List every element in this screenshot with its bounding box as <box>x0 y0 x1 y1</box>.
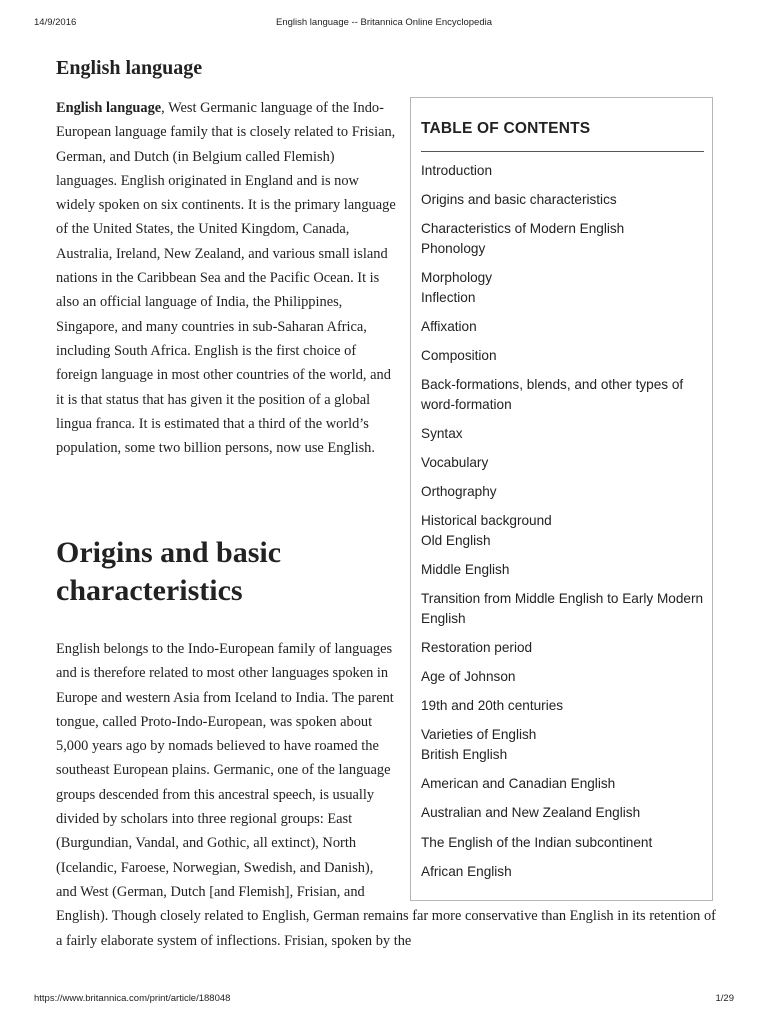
toc-item <box>421 560 706 580</box>
toc-link[interactable]: Middle English <box>421 562 510 578</box>
toc-link[interactable]: Restoration period <box>421 640 533 656</box>
toc-link[interactable]: Back-formations, blends, and other types of word-formation <box>421 377 684 412</box>
toc-item <box>421 453 706 473</box>
toc-link[interactable]: Old English <box>421 533 491 549</box>
toc-link[interactable]: Syntax <box>421 426 463 442</box>
toc-item <box>421 511 706 551</box>
toc-item <box>421 725 706 765</box>
toc-item <box>421 589 706 629</box>
toc-list <box>421 161 706 891</box>
page-number: 1/29 <box>715 993 734 1004</box>
toc-item <box>421 482 706 502</box>
toc-link[interactable]: The English of the Indian subcontinent <box>421 834 653 850</box>
toc-divider <box>421 151 704 152</box>
section-heading: Origins and basic characteristics <box>56 536 282 607</box>
toc-link[interactable]: Transition from Middle English to Early Modern English <box>421 591 704 627</box>
toc-link[interactable]: Australian and New Zealand English <box>421 805 641 821</box>
toc-link[interactable]: Inflection <box>421 289 476 305</box>
toc-item <box>421 803 706 823</box>
toc-item <box>421 375 706 415</box>
toc-item <box>421 190 706 210</box>
toc-heading: TABLE OF CONTENTS <box>421 120 591 137</box>
toc-item <box>421 638 706 658</box>
toc-item <box>421 862 706 882</box>
toc-item <box>421 161 706 181</box>
print-url: https://www.britannica.com/print/article/188048 <box>34 993 231 1004</box>
print-page-title: English language -- Britannica Online Encyclopedia <box>276 17 492 28</box>
toc-item <box>421 696 706 716</box>
toc-item <box>421 774 706 794</box>
intro-paragraph <box>56 96 396 460</box>
toc-link[interactable]: Morphology <box>421 270 493 286</box>
print-date: 14/9/2016 <box>34 17 77 28</box>
intro-text: , West Germanic language of the Indo-European language family that is closely related to Frisian, German, and Dutch (in Belgium called Flemish) languages. English originated in England and is now widely spoken on six continents. It is the primary language of the United States, the United Kingdom, Canada, Australia, Ireland, New Zealand, and various small island nations in the Caribbean Sea and the Pacific Ocean. It is also an official language of India, the Philippines, Singapore, and many countries in sub-Saharan Africa, including South Africa. English is the first choice of foreign language in most other countries of the world, and it is that status that has given it the position of a global lingua franca. It is estimated that a third of the world’s population, some two billion persons, now use English. <box>56 100 396 457</box>
table-of-contents <box>410 97 713 901</box>
intro-term: English language <box>56 100 162 116</box>
toc-link[interactable]: Orthography <box>421 484 497 500</box>
toc-link[interactable]: British English <box>421 747 508 763</box>
section-text: English belongs to the Indo-European family of languages and is therefore related to most other languages spoken in Europe and western Asia from Iceland to India. The parent tongue, called Proto-Indo-European, was spoken about 5,000 years ago by nomads believed to have roamed the southeast European plains. Germanic, one of the language groups descended from this ancestral speech, is usually divided by scholars into three regional groups: East (Burgundian, Vandal, and Gothic, all extinct), North (Icelandic, Faroese, Norwegian, Swedish, and Danish), and West (German, Dutch [and Flemish], Frisian, and English). Though closely related to English, German remains far more conservative than English in its retention of a fairly elaborate system of inflections. Frisian, spoken by the <box>56 641 716 949</box>
toc-link[interactable]: American and Canadian English <box>421 776 616 792</box>
toc-item <box>421 833 706 853</box>
toc-item <box>421 317 706 337</box>
print-header <box>34 17 734 31</box>
toc-link[interactable]: Age of Johnson <box>421 669 516 685</box>
print-footer <box>34 993 734 1007</box>
toc-item <box>421 424 706 444</box>
toc-link[interactable]: Introduction <box>421 163 493 178</box>
toc-link[interactable]: Composition <box>421 348 497 364</box>
toc-link[interactable]: Origins and basic characteristics <box>421 192 617 208</box>
toc-item <box>421 346 706 366</box>
toc-link[interactable]: Affixation <box>421 318 477 334</box>
toc-link[interactable]: Vocabulary <box>421 455 489 471</box>
article-title: English language <box>56 57 203 79</box>
toc-link[interactable]: 19th and 20th centuries <box>421 698 564 714</box>
toc-link[interactable]: Historical background <box>421 513 552 529</box>
toc-link[interactable]: Varieties of English <box>421 727 537 743</box>
toc-item <box>421 667 706 687</box>
toc-item <box>421 268 706 308</box>
toc-link[interactable]: Characteristics of Modern English <box>421 221 625 237</box>
toc-link[interactable]: Phonology <box>421 240 486 256</box>
toc-link[interactable]: African English <box>421 863 512 879</box>
toc-item <box>421 219 706 259</box>
